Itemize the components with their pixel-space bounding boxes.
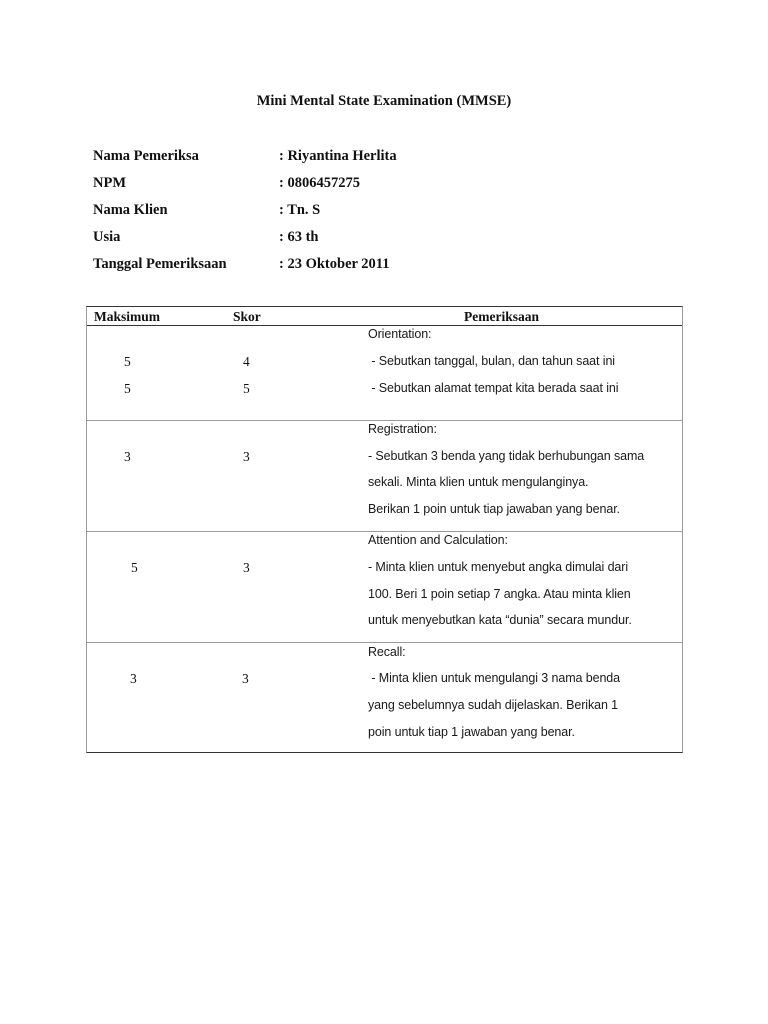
exam-line: sekali. Minta klien untuk mengulanginya. <box>368 475 589 489</box>
exam-line: poin untuk tiap 1 jawaban yang benar. <box>368 725 575 739</box>
header-skor: Skor <box>233 309 261 324</box>
max-value: 5 <box>124 381 131 396</box>
info-label: Tanggal Pemeriksaan <box>93 256 227 272</box>
mmse-table <box>86 306 683 753</box>
document-title: Mini Mental State Examination (MMSE) <box>256 93 512 109</box>
info-value: : Tn. S <box>279 202 321 218</box>
exam-line: - Minta klien untuk menyebut angka dimulai dari <box>368 560 629 574</box>
info-value: : 63 th <box>279 229 319 245</box>
section-divider <box>87 531 682 532</box>
exam-line: yang sebelumnya sudah dijelaskan. Berikan 1 <box>368 698 619 712</box>
max-value: 3 <box>130 671 137 686</box>
score-value: 5 <box>243 381 250 396</box>
score-value: 3 <box>242 671 249 686</box>
exam-line: - Sebutkan alamat tempat kita berada saat ini <box>368 381 619 395</box>
exam-line: - Minta klien untuk mengulangi 3 nama benda <box>368 671 621 685</box>
score-value: 4 <box>243 354 250 369</box>
header-divider <box>87 325 682 326</box>
exam-line: untuk menyebutkan kata “dunia” secara mundur. <box>368 613 632 627</box>
max-value: 5 <box>131 560 138 575</box>
info-value: : Riyantina Herlita <box>279 148 397 164</box>
section-heading-recall: Recall: <box>368 645 406 659</box>
exam-line: - Sebutkan tanggal, bulan, dan tahun saat ini <box>368 354 615 368</box>
exam-line: 100. Beri 1 poin setiap 7 angka. Atau minta klien <box>368 587 631 601</box>
info-label: Nama Pemeriksa <box>93 148 199 164</box>
info-value: : 0806457275 <box>279 175 360 191</box>
info-label: Usia <box>93 229 121 245</box>
info-value: : 23 Oktober 2011 <box>279 256 390 272</box>
exam-line: - Sebutkan 3 benda yang tidak berhubungan sama <box>368 449 645 463</box>
section-divider <box>87 642 682 643</box>
score-value: 3 <box>243 560 250 575</box>
max-value: 3 <box>124 449 131 464</box>
info-label: Nama Klien <box>93 202 168 218</box>
section-heading-attention: Attention and Calculation: <box>368 533 508 547</box>
section-divider <box>87 420 682 421</box>
max-value: 5 <box>124 354 131 369</box>
header-maksimum: Maksimum <box>94 309 161 324</box>
section-heading-registration: Registration: <box>368 422 437 436</box>
score-value: 3 <box>243 449 250 464</box>
info-label: NPM <box>93 175 127 191</box>
header-pemeriksaan: Pemeriksaan <box>464 309 539 324</box>
exam-line: Berikan 1 poin untuk tiap jawaban yang benar. <box>368 502 620 516</box>
section-heading-orientation: Orientation: <box>368 327 432 341</box>
